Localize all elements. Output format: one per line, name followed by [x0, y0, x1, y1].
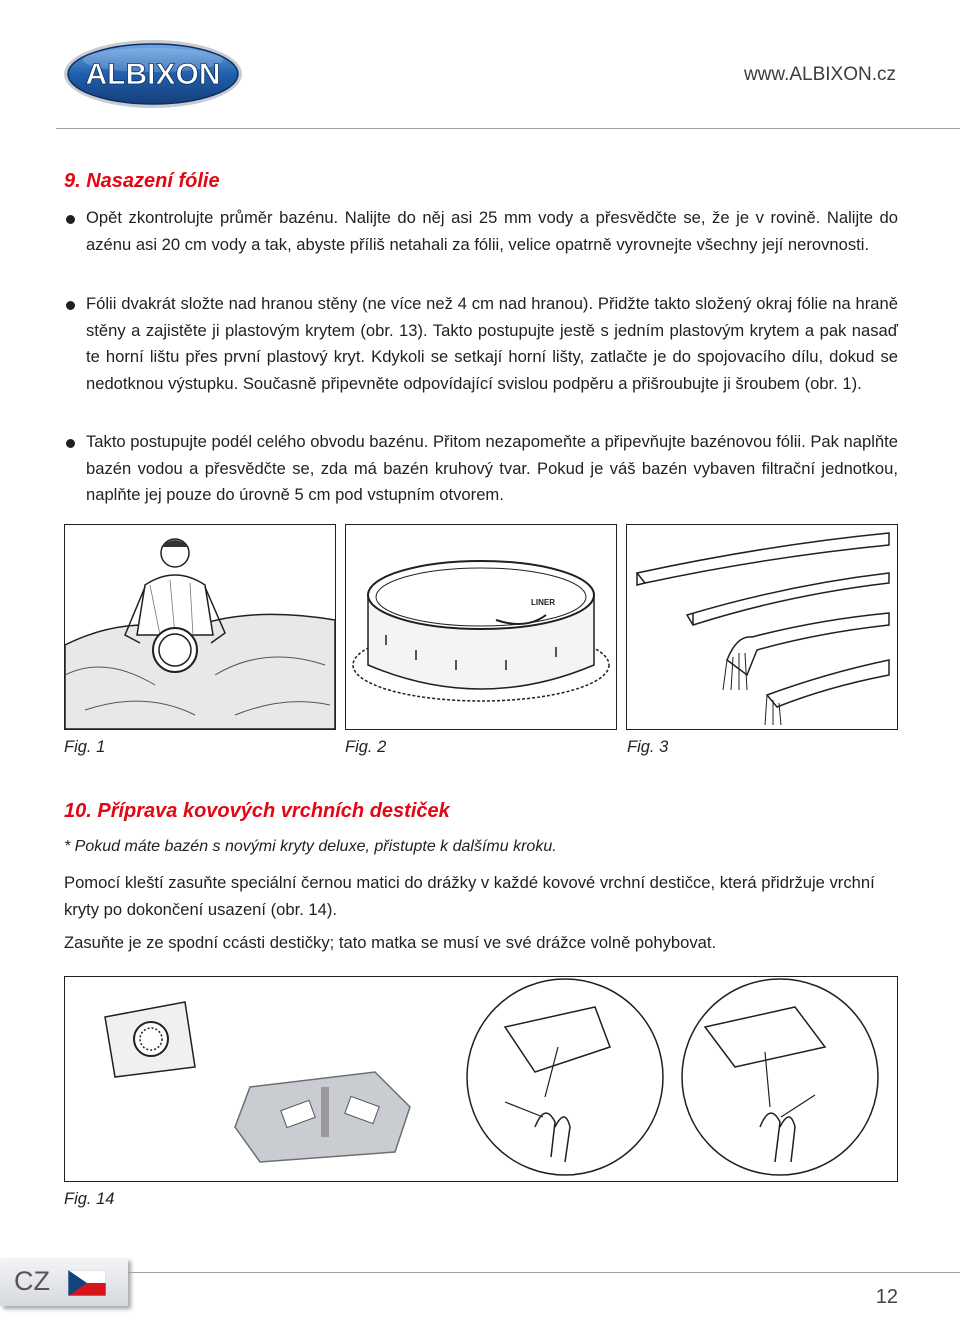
bullet-item — [66, 429, 898, 509]
section-9-title: 9. Nasazení fólie — [64, 170, 220, 192]
czech-flag-icon — [68, 1270, 106, 1296]
figure-3-caption: Fig. 3 — [627, 738, 669, 756]
logo-text: ALBIXON — [85, 58, 221, 91]
deluxe-note: * Pokud máte bazén s novými kryty deluxe, přistupte k dalšímu kroku. — [64, 838, 557, 855]
page-number: 12 — [875, 1286, 898, 1308]
figure-3-image — [626, 524, 898, 730]
figure-1-image — [64, 524, 336, 730]
figure-2-image — [345, 524, 617, 730]
bullet-icon — [66, 439, 75, 448]
bullet-text: Opět zkontrolujte průměr bazénu. Nalijte do něj asi 25 mm vody a přesvědčte se, že je v rovině. Nalijte do azénu asi 20 cm vody a tak, abyste příliš netahali za fólii, velice opatrně vyrovnejte všechny její nerovnosti. — [86, 208, 898, 254]
bullet-text: Takto postupujte podél celého obvodu bazénu. Přitom nezapomeňte a připevňujte bazénovou fólii. Pak naplňte bazén vodou a přesvědčte se, zda má bazén kruhový tvar. Pokud je váš bazén vybaven filtrační jednotkou, naplňte jej pouze do úrovně 5 cm pod vstupním otvorem. — [86, 432, 898, 504]
bullet-icon — [66, 301, 75, 310]
language-label: CZ — [14, 1266, 50, 1296]
paragraph: Zasuňte je ze spodní ccásti destičky; tato matka se musí ve své drážce volně pohybovat. — [64, 933, 717, 952]
paragraph: Pomocí kleští zasuňte speciální černou matici do drážky v každé kovové vrchní destičce, která přidržuje vrchní kryty po dokončení usazení (obr. 14). — [64, 873, 875, 919]
bullet-item — [66, 205, 898, 258]
bullet-item — [66, 291, 898, 397]
figure-14-image — [64, 976, 898, 1182]
figure-1-caption: Fig. 1 — [64, 738, 106, 756]
website-url[interactable]: www.ALBIXON.cz — [743, 64, 896, 85]
footer-rule — [128, 1272, 960, 1273]
figure-2-caption: Fig. 2 — [345, 738, 387, 756]
bullet-text: Fólii dvakrát složte nad hranou stěny (ne více než 4 cm nad hranou). Přidžte takto složený okraj fólie na hraně stěny a zajistěte ji plastovým krytem (obr. 13). Takto postupujte jestě s jedním plastovým krytem a pak nasaď te horní lištu přes první plastový kryt. Kdykoli se setkají horní lišty, zatlačte je do spojovacího dílu, dokud se nedotknou výstupku. Současně připevněte odpovídající svislou podpěru a přišroubujte ji šroubem (obr. 1). — [86, 294, 898, 393]
figure-14-caption: Fig. 14 — [64, 1190, 115, 1208]
header-rule — [56, 128, 960, 129]
liner-label: LINER — [531, 598, 555, 607]
albixon-logo — [62, 38, 244, 110]
section-10-title: 10. Příprava kovových vrchních destiček — [64, 800, 450, 822]
bullet-icon — [66, 215, 75, 224]
